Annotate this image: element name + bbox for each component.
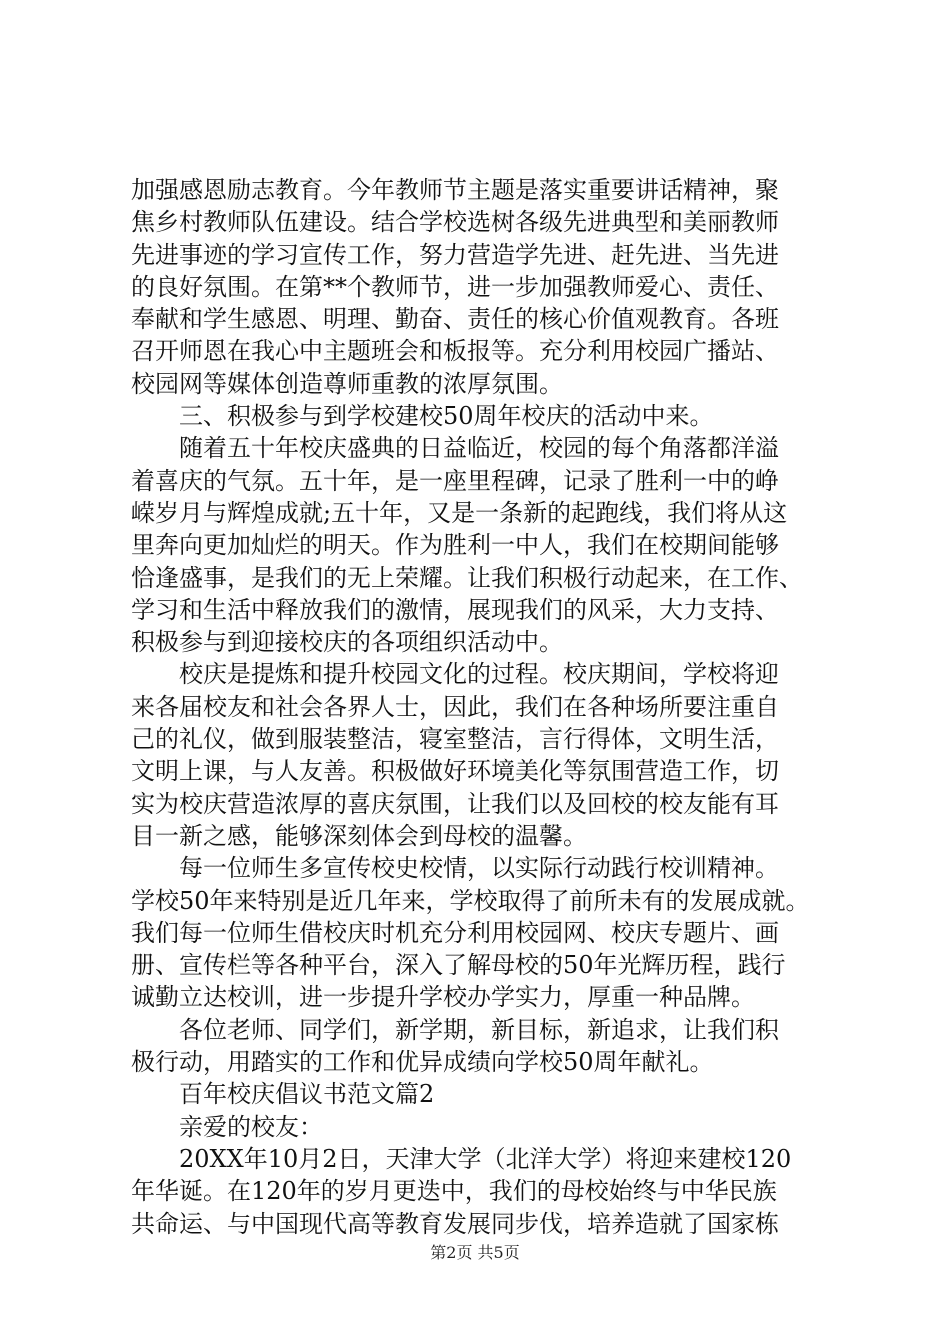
text-line: 极行动，用踏实的工作和优异成绩向学校50周年献礼。 [131,1048,714,1077]
page-number-footer: 第2页 共5页 [430,1243,520,1262]
text-line: 共命运、与中国现代高等教育发展同步伐，培养造就了国家栋 [131,1209,779,1238]
text-line: 三、积极参与到学校建校50周年校庆的活动中来。 [179,402,714,431]
text-line: 召开师恩在我心中主题班会和板报等。充分利用校园广播站、 [131,337,779,366]
text-line: 随着五十年校庆盛典的日益临近，校园的每个角落都洋溢 [179,434,779,463]
text-line: 实为校庆营造浓厚的喜庆氛围，让我们以及回校的校友能有耳 [131,789,779,818]
text-line: 积极参与到迎接校庆的各项组织活动中。 [131,628,563,657]
document-body [131,174,831,1240]
text-line: 百年校庆倡议书范文篇2 [179,1080,435,1109]
text-line: 嵘岁月与辉煌成就;五十年，又是一条新的起跑线，我们将从这 [131,498,788,527]
text-line: 校园网等媒体创造尊师重教的浓厚氛围。 [131,369,563,398]
text-line: 册、宣传栏等各种平台，深入了解母校的50年光辉历程，践行 [131,951,786,980]
text-line: 20XX年10月2日，天津大学（北洋大学）将迎来建校120 [179,1144,792,1173]
text-line: 年华诞。在120年的岁月更迭中，我们的母校始终与中华民族 [131,1177,777,1206]
text-line: 校庆是提炼和提升校园文化的过程。校庆期间，学校将迎 [179,660,779,689]
text-line: 着喜庆的气氛。五十年，是一座里程碑，记录了胜利一中的峥 [131,466,779,495]
text-line: 目一新之感，能够深刻体会到母校的温馨。 [131,821,587,850]
text-line: 加强感恩励志教育。今年教师节主题是落实重要讲话精神，聚 [131,176,779,204]
text-line: 己的礼仪，做到服装整洁，寝室整洁，言行得体，文明生活， [131,725,779,754]
text-line: 我们每一位师生借校庆时机充分利用校园网、校庆专题片、画 [131,918,779,947]
text-line: 焦乡村教师队伍建设。结合学校选树各级先进典型和美丽教师 [131,208,779,237]
text-line: 学习和生活中释放我们的激情，展现我们的风采，大力支持、 [131,595,779,624]
text-line: 亲爱的校友： [179,1112,323,1141]
text-line: 学校50年来特别是近几年来，学校取得了前所未有的发展成就。 [131,886,810,915]
text-line: 先进事迹的学习宣传工作，努力营造学先进、赶先进、当先进 [131,240,779,269]
text-line: 里奔向更加灿烂的明天。作为胜利一中人，我们在校期间能够 [131,531,779,560]
text-line: 各位老师、同学们，新学期，新目标，新追求，让我们积 [179,1015,779,1044]
text-line: 每一位师生多宣传校史校情，以实际行动践行校训精神。 [179,854,779,883]
text-line: 奉献和学生感恩、明理、勤奋、责任的核心价值观教育。各班 [131,305,779,334]
text-line: 的良好氛围。在第**个教师节，进一步加强教师爱心、责任、 [131,272,779,301]
text-line: 来各届校友和社会各界人士，因此，我们在各种场所要注重自 [131,692,779,721]
text-line: 文明上课，与人友善。积极做好环境美化等氛围营造工作，切 [131,757,779,786]
text-line: 诚勤立达校训，进一步提升学校办学实力，厚重一种品牌。 [131,983,755,1012]
text-line: 恰逢盛事，是我们的无上荣耀。让我们积极行动起来，在工作、 [131,563,803,592]
